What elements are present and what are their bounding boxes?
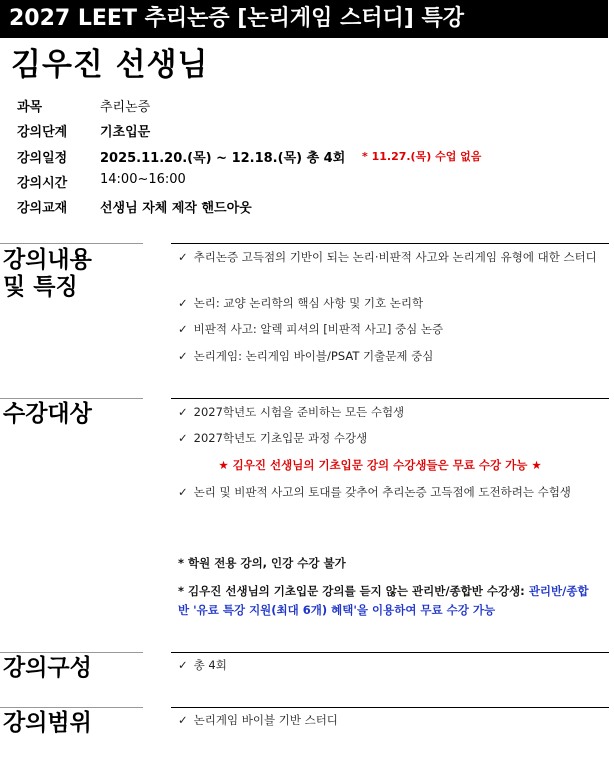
section-heading-content: [3, 247, 92, 301]
section-heading-scope: 강의범위: [3, 710, 92, 736]
list-item-text: 논리게임: 논리게임 바이블/PSAT 기출문제 중심: [193, 349, 434, 363]
list-item-text: 비판적 사고: 알렉 피셔의 [비판적 사고] 중심 논증: [193, 322, 444, 336]
list-item: [178, 403, 598, 422]
check-icon: ✓: [178, 431, 188, 445]
list-item-text: 2027학년도 시험을 준비하는 모든 수험생: [193, 405, 405, 419]
list-item-text: 논리: 교양 논리학의 핵심 사항 및 기호 논리학: [193, 296, 424, 310]
info-value: 기초입문: [100, 125, 151, 140]
list-item: [178, 711, 598, 730]
info-value: 추리논증: [100, 100, 151, 115]
list-item: [178, 248, 598, 267]
info-label: 강의교재: [17, 201, 68, 216]
check-icon: ✓: [178, 658, 188, 672]
info-label: 강의시간: [17, 176, 68, 191]
list-item-text: 2027학년도 기초입문 과정 수강생: [193, 431, 368, 445]
teacher-name: 김우진 선생님: [11, 47, 209, 83]
page-title: 2027 LEET 추리논증 [논리게임 스터디] 특강: [0, 0, 608, 38]
info-label: 과목: [17, 100, 43, 115]
check-icon: ✓: [178, 296, 188, 310]
list-item: [178, 429, 598, 448]
check-icon: ✓: [178, 405, 188, 419]
section-divider: [171, 243, 609, 244]
section-divider: [0, 652, 143, 653]
free-enrollment-highlight: ★ 김우진 선생님의 기초입문 강의 수강생들은 무료 수강 가능 ★: [218, 458, 542, 472]
section-divider: [0, 398, 143, 399]
info-value: 2025.11.20.(목) ~ 12.18.(목) 총 4회: [100, 151, 346, 166]
heading-line: 및 특징: [3, 274, 78, 300]
list-item: [178, 347, 598, 366]
info-label: 강의단계: [17, 125, 68, 140]
section-divider: [171, 652, 609, 653]
check-icon: ✓: [178, 713, 188, 727]
note-free-for-members: [178, 582, 598, 620]
section-heading-composition: 강의구성: [3, 655, 92, 681]
section-divider: [171, 398, 609, 399]
section-divider: [171, 707, 609, 708]
list-item-text: 논리게임 바이블 기반 스터디: [193, 713, 338, 727]
list-item: [178, 483, 598, 502]
list-item-text: 추리논증 고득점의 기반이 되는 논리·비판적 사고와 논리게임 유형에 대한 스터디: [193, 250, 597, 264]
list-item-text: 논리 및 비판적 사고의 토대를 갖추어 추리논증 고득점에 도전하려는 수험생: [193, 485, 571, 499]
section-divider: [0, 707, 143, 708]
heading-line: 강의내용: [3, 247, 92, 273]
check-icon: ✓: [178, 349, 188, 363]
info-value: 14:00~16:00: [100, 172, 186, 187]
list-item: [178, 656, 598, 675]
list-item: [178, 320, 598, 339]
list-item-text: 총 4회: [193, 658, 227, 672]
info-label: 강의일정: [17, 151, 68, 166]
section-divider: [0, 243, 143, 244]
section-heading-target: 수강대상: [3, 401, 92, 427]
check-icon: ✓: [178, 485, 188, 499]
note-benefit-text: 관리반/종합반 '유료 특강 지원(최대 6개) 혜택'을 이용하여 무료 수강 가능: [178, 584, 589, 617]
list-item: [178, 294, 598, 313]
info-value: 선생님 자체 제작 핸드아웃: [100, 201, 252, 216]
note-academy-only: * 학원 전용 강의, 인강 수강 불가: [178, 556, 346, 570]
schedule-note: * 11.27.(목) 수업 없음: [362, 150, 482, 163]
note-text: * 김우진 선생님의 기초입문 강의를 듣지 않는 관리반/종합반 수강생:: [178, 584, 525, 598]
check-icon: ✓: [178, 322, 188, 336]
check-icon: ✓: [178, 250, 188, 264]
